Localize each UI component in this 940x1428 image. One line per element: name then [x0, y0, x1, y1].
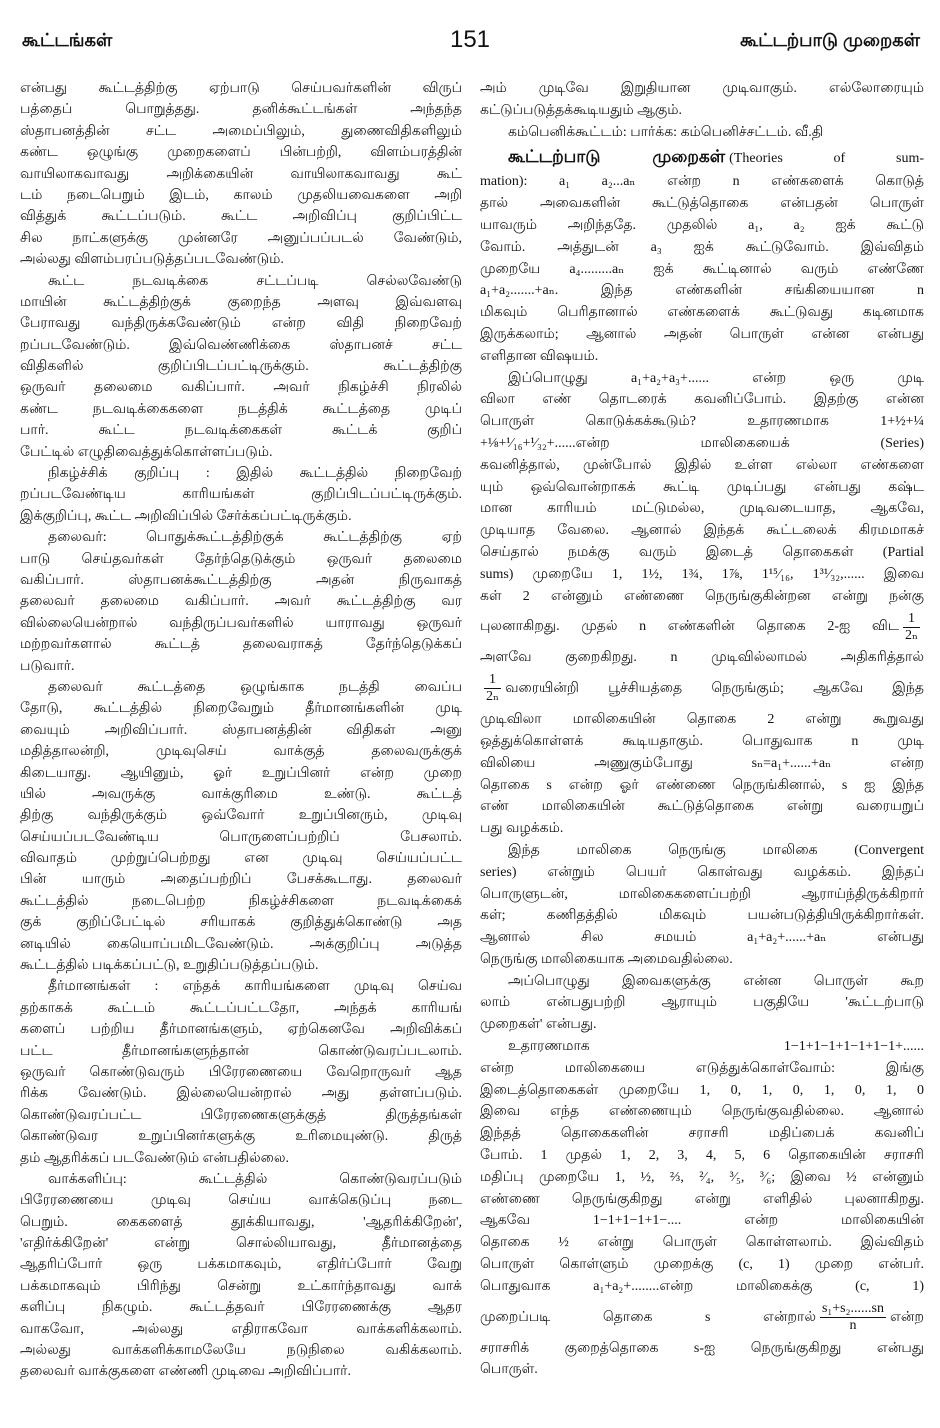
- paragraph: [480, 78, 924, 122]
- text-line-row: [20, 720, 462, 741]
- text-line-row: [480, 862, 924, 884]
- fraction-denominator: 2ₙ: [486, 689, 500, 705]
- paragraph: [20, 271, 462, 464]
- text-line-row: [480, 1101, 924, 1123]
- text-line: [480, 1298, 924, 1338]
- text-line: பட்ட தீர்மானங்களுந்தான் கொண்டுவரப்படலாம்.: [20, 1043, 462, 1059]
- text-line: முறைகள்' என்பது.: [480, 1017, 597, 1033]
- text-line-row: [480, 520, 924, 542]
- text-line-row: [480, 1338, 924, 1360]
- text-line: கள் 2 என்னும் எண்ணை நெருங்குகின்றன என்று நன்கு: [480, 588, 924, 604]
- text-line-row: [20, 934, 462, 955]
- paragraph: [480, 971, 924, 1036]
- text-line-row: [480, 818, 924, 840]
- text-line: பது வழக்கம்.: [480, 821, 564, 837]
- text-line-row: [480, 949, 924, 971]
- text-line-row: [480, 1167, 924, 1189]
- text-line: sums) முறையே 1, 1½, 1¾, 1⅞, 1¹⁵⁄₁₆, 1³¹⁄₃₂,...... இவை: [480, 566, 924, 582]
- text-line-row: [480, 215, 924, 237]
- text-line: பேட்டில் எழுதிவைத்துக்கொள்ளப்படும்.: [20, 444, 273, 460]
- text-line: இக்குறிப்பு, கூட்ட அறிவிப்பில் சேர்க்கப்பட்டிருக்கும்.: [20, 508, 352, 524]
- text-line: தீர்மானங்கள் : எந்தக் காரியங்களை முடிவு செய்வ: [48, 979, 462, 995]
- text-line: திற்கு வந்திருக்கும் ஒவ்வோர் உறுப்பினரும், முடிவு: [20, 808, 462, 824]
- text-line-row: [20, 677, 462, 698]
- text-line: ஆதரிப்போர் ஒரு பக்கமாகவும், எதிர்ப்போர் வேறு: [20, 1257, 462, 1273]
- text-line: பிரேரணையை முடிவு செய்ய வாக்கெடுப்பு நடை: [20, 1193, 462, 1209]
- text-line-row: [480, 542, 924, 564]
- text-line-row: [20, 1340, 462, 1361]
- paragraph: [20, 78, 462, 271]
- text-line-row: [20, 442, 462, 463]
- text-line-row: [20, 570, 462, 591]
- left-column: [20, 78, 462, 1383]
- text-line-row: [20, 827, 462, 848]
- text-line: தலைவர் தலைமை வகிப்பார். அவர் கூட்டத்திற்கு வர: [20, 594, 462, 610]
- text-line: series) என்றும் பெயர் கொள்வது வழக்கம். இந்தப்: [480, 864, 924, 880]
- text-line: இடைத்தொகைகள் முறையே 1, 0, 1, 0, 1, 0, 1, 0: [480, 1082, 924, 1098]
- text-line-row: [20, 463, 462, 484]
- text-line: உதாரணமாக 1−1+1−1+1−1+1−1+......: [508, 1039, 924, 1055]
- text-line: ஒருவர் தலைமை வகிப்பார். அவர் நிகழ்ச்சி நிரலில்: [20, 380, 462, 396]
- text-line-row: [480, 122, 924, 144]
- text-line-row: [20, 356, 462, 377]
- paragraph: [480, 840, 924, 971]
- text-line: இந்த மாலிகை நெருங்கு மாலிகை (Convergent: [508, 842, 924, 858]
- text-line: கவனித்தால், முன்போல் இதில் உள்ள எல்லா எண்களை: [480, 457, 924, 473]
- text-line-row: [20, 249, 462, 270]
- text-line-row: [20, 1212, 462, 1233]
- text-line: போம். 1 முதல் 1, 2, 3, 4, 5, 6 தொகையின் சராசரி: [480, 1148, 924, 1164]
- text-line: கண்ட நடவடிக்கைகளை நடத்திக் கூட்டத்தை முடிப்: [20, 401, 462, 417]
- text-line: அளவே குறைகிறது. n முடிவில்லாமல் அதிகரித்தால்: [480, 650, 924, 666]
- text-line: 'எதிர்க்கிறேன்' என்று சொல்லியாவது, தீர்மானத்தை: [20, 1236, 462, 1252]
- text-line-row: [480, 1276, 924, 1298]
- text-line-row: [20, 313, 462, 334]
- text-line: தலைவர் வாக்குகளை எண்ணி முடிவை அறிவிப்பார்.: [20, 1364, 351, 1380]
- text-line: விலா எண் தொடரைக் கவனிப்போம். இதற்கு என்ன: [480, 392, 924, 408]
- text-line: எண்ணை நெருங்குகிறது என்று எளிதில் புலனாகிறது.: [480, 1191, 924, 1207]
- text-line-row: [20, 1062, 462, 1083]
- text-line: இந்தத் தொகைகளின் சராசரி மதிப்பைக் கவனிப்: [480, 1126, 924, 1142]
- text-line-row: [480, 346, 924, 368]
- text-line-row: [20, 698, 462, 719]
- text-line-row: [20, 1276, 462, 1297]
- text-line-row: [20, 549, 462, 570]
- text-line: பொருள் கொள்ளும் முறைக்கு (c, 1) முறை என்பர்.: [480, 1257, 924, 1273]
- text-line: +⅛+¹⁄₁₆+¹⁄₃₂+......என்ற மாலிகையைக் (Series): [480, 435, 924, 451]
- text-line: [508, 143, 924, 171]
- text-line: அப்பொழுது இவைகளுக்கு என்ன பொருள் கூற: [508, 973, 924, 989]
- text-line: நெருங்கு மாலிகையாக அமைவதில்லை.: [480, 951, 733, 967]
- fraction-numerator: s₁+s₂......sn: [821, 1300, 884, 1316]
- text-line-row: [20, 891, 462, 912]
- text-line: தால் அவைகளின் கூட்டுத்தொகை என்பதன் பொருள்: [480, 196, 924, 212]
- text-line: கள்; கணிதத்தில் மிகவும் பயன்படுத்தியிருக்கிறார்கள்.: [480, 908, 924, 924]
- text-line: னடியில் கையொப்பமிடவேண்டும். அக்குறிப்பு அடுத்த: [20, 936, 462, 952]
- text-line-row: [480, 100, 924, 122]
- text-line-row: [480, 840, 924, 862]
- fraction-numerator: 1: [903, 611, 920, 628]
- fraction-denominator: 2ₙ: [904, 627, 918, 643]
- text-line: கூட்டத்தில் படிக்கப்பட்டு, உறுதிப்படுத்தப்படும்.: [20, 958, 319, 974]
- text-line: விவாதம் முற்றுப்பெற்றது என முடிவு செய்யப்பட்ட: [20, 851, 462, 867]
- text-line: நிகழ்ச்சிக் குறிப்பு : இதில் கூட்டத்தில் நிறைவேற்: [48, 466, 462, 482]
- text-line: வாயிலாகவாவது அறிக்கையின் வாயிலாகவாவது கூட்: [20, 166, 462, 182]
- text-line-row: [20, 1297, 462, 1318]
- text-line-row: [20, 164, 462, 185]
- text-line-row: [480, 78, 924, 100]
- text-line: பொருள் கொடுக்கக்கூடும்? உதாரணமாக 1+½+¼: [480, 414, 924, 430]
- text-line-row: [20, 142, 462, 163]
- text-line: கொண்டுவர உறுப்பினர்களுக்கு உரிமையுண்டு. திருத்: [20, 1129, 462, 1145]
- text-line: தலைவர் கூட்டத்தை ஒழுங்காக நடத்தி வைப்ப: [48, 679, 462, 695]
- paragraph: [20, 463, 462, 527]
- fraction: [820, 1301, 886, 1334]
- text-line: ரிக்க வேண்டும். இல்லையென்றால் அது தள்ளப்படும்.: [20, 1086, 462, 1102]
- text-line: கூட்ட நடவடிக்கை சட்டப்படி செல்லவேண்டு: [48, 273, 462, 289]
- text-line: தம் ஆதரிக்கப் படவேண்டும் என்பதில்லை.: [20, 1150, 289, 1166]
- text-line: mation): a₁ a₂...aₙ என்ற n எண்களைக் கொடுத்: [480, 174, 924, 190]
- text-line-row: [20, 228, 462, 249]
- fraction: [484, 672, 501, 705]
- text-line-row: [480, 259, 924, 281]
- text-line: சில நாட்களுக்கு முன்னரே அனுப்பப்படல் வேண்டும்,: [20, 230, 462, 246]
- running-head-right: கூட்டற்பாடு முறைகள்: [740, 30, 920, 50]
- text-line: களிப்பு நிகழும். கூட்டத்தவர் பிரேரணைக்கு ஆதர: [20, 1300, 462, 1316]
- text-line-row: [20, 591, 462, 612]
- text-line: பொருளுடன், மாலிகைகளைப்பற்றி ஆராய்ந்திருக்கிறார்: [480, 886, 924, 902]
- text-line-row: [20, 634, 462, 655]
- text-line: மதித்தாலன்றி, முடிவுசெய் வாக்குத் தலைவருக்குக்: [20, 744, 462, 760]
- paragraph: [480, 1036, 924, 1381]
- text-line-row: [480, 143, 924, 171]
- text-line: பொருள்.: [480, 1362, 538, 1378]
- text-line: முடிவிலா மாலிகையின் தொகை 2 என்று கூறுவது: [480, 712, 924, 728]
- text-line: ஸ்தாபனத்தின் சட்ட அமைப்பிலும், துணைவிதிகளிலும்: [20, 123, 462, 139]
- fraction: [903, 611, 920, 644]
- text-line: [480, 607, 924, 647]
- text-line: முடியாத வேலை. ஆனால் இந்தக் கூட்டலைக் கிரமமாகச்: [480, 523, 924, 539]
- paragraph: [480, 368, 924, 840]
- text-line: அல்லது விளம்பரப்படுத்தப்படவேண்டும்.: [20, 252, 284, 268]
- text-line-row: [20, 805, 462, 826]
- text-line: கம்பெனிக்கூட்டம்: பார்க்க: கம்பெனிச்சட்டம். வீ.தி: [508, 124, 824, 140]
- text-line-row: [20, 1169, 462, 1190]
- text-line-row: [480, 324, 924, 346]
- text-line: பாடு செய்தவர்கள் தேர்ந்தெடுக்கும் ஒருவர் தலைமை: [20, 551, 462, 567]
- fraction-denominator: n: [849, 1317, 857, 1333]
- text-line-row: [20, 399, 462, 420]
- text-line: பத்தைப் பொறுத்தது. தனிக்கூட்டங்கள் அந்தந்த: [20, 102, 462, 118]
- text-line-row: [480, 586, 924, 608]
- text-segment: (Theories of sum-: [729, 151, 924, 167]
- fraction-numerator: 1: [484, 672, 501, 689]
- text-line: ஒருவர் கொண்டுவரும் பிரேரணையை வேறொருவர் ஆத: [20, 1064, 462, 1080]
- text-line-row: [20, 869, 462, 890]
- text-line-row: [480, 1123, 924, 1145]
- text-line: முறையே a₄.........aₙ ஐக் கூட்டினால் வரும் எண்ணே: [480, 261, 924, 277]
- text-line-row: [480, 1145, 924, 1167]
- text-line-row: [480, 884, 924, 906]
- text-line-row: [20, 976, 462, 997]
- text-line: [480, 669, 924, 709]
- text-line-row: [480, 498, 924, 520]
- text-line: கிடையாது. ஆயினும், ஓர் உறுப்பினர் என்ற முறை: [20, 765, 462, 781]
- text-line: எளிதான விஷயம்.: [480, 348, 599, 364]
- text-line: தொகை s என்ற ஓர் எண்ணை நெருங்கினால், s ஐ இந்த: [480, 777, 924, 793]
- text-line-row: [480, 775, 924, 797]
- text-line-row: [480, 193, 924, 215]
- text-line-row: [20, 1148, 462, 1169]
- text-line: யும் ஒவ்வொன்றாகக் கூட்டி முடிப்பது என்பது கஷ்ட: [480, 479, 924, 495]
- text-segment: வரையின்றி பூச்சியத்தை நெருங்கும்; ஆகவே இந்த: [505, 681, 924, 697]
- text-segment: முறைப்படி தொகை s என்றால்: [480, 1309, 816, 1325]
- text-line-row: [480, 1189, 924, 1211]
- text-line: மதிப்பு முறையே 1, ½, ⅔, ²⁄₄, ³⁄₅, ³⁄₆; இவை ½ என்னும்: [480, 1169, 924, 1185]
- text-line-row: [20, 1083, 462, 1104]
- paragraph: [480, 143, 924, 367]
- text-line-row: [20, 1233, 462, 1254]
- text-line-row: [20, 377, 462, 398]
- text-line: a₁+a₂.......+aₙ. இந்த எண்களின் சங்கியையான n: [480, 283, 924, 299]
- text-line-row: [480, 411, 924, 433]
- text-line: அல்லது வாக்களிக்காமலேயே நடுநிலை வகிக்கலாம்.: [20, 1343, 462, 1359]
- text-segment: என்ற: [889, 1309, 924, 1325]
- text-line-row: [20, 1105, 462, 1126]
- text-line-row: [480, 1058, 924, 1080]
- text-line: றப்படவேண்டிய காரியங்கள் குறிப்பிடப்பட்டிருக்கும்.: [20, 487, 462, 503]
- text-line: வில்லையென்றால் வந்திருப்பவர்களில் யாராவது ஒருவர்: [20, 615, 462, 631]
- right-column: [480, 78, 924, 1381]
- text-line-row: [20, 271, 462, 292]
- text-line-row: [480, 171, 924, 193]
- text-line: தலைவர்: பொதுக்கூட்டத்திற்குக் கூட்டத்திற்கு ஏற்: [48, 530, 462, 546]
- text-line-row: [480, 433, 924, 455]
- text-line-row: [480, 389, 924, 411]
- text-line-row: [20, 1019, 462, 1040]
- text-line-row: [480, 1254, 924, 1276]
- text-line: இப்பொழுது a₁+a₂+a₃+...... என்ற ஒரு முடி: [508, 370, 924, 386]
- text-line-row: [480, 709, 924, 731]
- text-line: கட்டுப்படுத்தக்கூடியதும் ஆகும்.: [480, 102, 683, 118]
- text-line-row: [480, 669, 924, 709]
- text-line: லாம் என்பதுபற்றி ஆராயும் பகுதியே 'கூட்டற்பாடு: [480, 995, 924, 1011]
- text-line-row: [20, 912, 462, 933]
- text-line-row: [20, 848, 462, 869]
- text-line: கண்ட ஒழுங்கு முறைகளைப் பின்பற்றி, விளம்பரத்தின்: [20, 145, 462, 161]
- text-line-row: [480, 237, 924, 259]
- text-line: மிகவும் பெரிதானால் எண்களைக் கூட்டுவது கடினமாக: [480, 305, 924, 321]
- text-line: பெறும். கைகளைத் தூக்கியாவது, 'ஆதரிக்கிறேன்',: [20, 1214, 462, 1230]
- text-line-row: [20, 121, 462, 142]
- text-line-row: [480, 1232, 924, 1254]
- text-line-row: [20, 998, 462, 1019]
- text-line: பொதுவாக a₁+a₂+........என்ற மாலிகைக்கு (c, 1): [480, 1278, 924, 1294]
- text-line-row: [480, 927, 924, 949]
- text-line-row: [20, 99, 462, 120]
- text-line-row: [20, 741, 462, 762]
- text-line: குக் குறிப்பேட்டில் சரியாகக் குறித்துக்கொண்டு அத: [20, 915, 462, 931]
- text-line-row: [480, 753, 924, 775]
- text-line-row: [20, 484, 462, 505]
- text-line-row: [20, 1254, 462, 1275]
- text-line: மாயின் கூட்டத்திற்குக் குறைந்த அளவு இவ்வளவு: [20, 294, 462, 310]
- text-line-row: [480, 477, 924, 499]
- text-line: விலியை அணுகும்போது sₙ=a₁+......+aₙ என்ற: [480, 755, 924, 771]
- text-line-row: [480, 647, 924, 669]
- text-line-row: [20, 1190, 462, 1211]
- text-line-row: [20, 78, 462, 99]
- text-line-row: [480, 992, 924, 1014]
- text-line-row: [20, 1361, 462, 1382]
- text-line-row: [480, 905, 924, 927]
- text-line-row: [20, 185, 462, 206]
- page-number: 151: [449, 26, 491, 53]
- paragraph: [20, 677, 462, 976]
- text-line: ஆனால் சில சமயம் a₁+a₂+......+aₙ என்பது: [480, 930, 924, 946]
- text-line: இவை எந்த எண்ணையும் நெருங்குவதில்லை. ஆனால்: [480, 1104, 924, 1120]
- text-line: பார். கூட்ட நடவடிக்கைகள் கூட்டக் குறிப்: [20, 423, 462, 439]
- text-line: வகிப்பார். ஸ்தாபனக்கூட்டத்திற்கு அதன் நிருவாகத்: [20, 572, 462, 588]
- text-line: இருக்கலாம்; ஆனால் அதன் பொருள் என்ன என்பது: [480, 326, 924, 342]
- text-line-row: [20, 1041, 462, 1062]
- text-line-row: [20, 420, 462, 441]
- text-line: பின் யாரும் அதைப்பற்றிப் பேசக்கூடாது. தலைவர்: [20, 872, 462, 888]
- text-line: வாகவோ, அல்லது எதிராகவோ வாக்களிக்கலாம்.: [20, 1321, 462, 1337]
- text-line: வையும் அறிவிப்பார். ஸ்தாபனத்தின் விதிகள் அனு: [20, 722, 462, 738]
- text-line-row: [20, 335, 462, 356]
- text-line: மற்றவர்களால் கூட்டத் தலைவராகத் தேர்ந்தெடுக்கப்: [20, 637, 462, 653]
- text-line-row: [480, 280, 924, 302]
- text-line: விதிகளில் குறிப்பிடப்பட்டிருக்கும். கூட்டத்திற்கு: [20, 359, 462, 375]
- text-line-row: [20, 206, 462, 227]
- text-line: செய்யப்படவேண்டிய பொருளைப்பற்றிப் பேசலாம்.: [20, 829, 462, 845]
- text-line-row: [480, 1014, 924, 1036]
- text-line: ஆகவே 1−1+1−1+1−.... என்ற மாலிகையின்: [480, 1213, 924, 1229]
- text-line: வோம். அத்துடன் a₃ ஐக் கூட்டுவோம். இவ்விதம்: [480, 239, 924, 255]
- text-line-row: [480, 971, 924, 993]
- text-line: தற்காகக் கூட்டம் கூட்டப்பட்டதோ, அந்தக் காரியங்: [20, 1000, 462, 1016]
- text-line: களைப் பற்றிய தீர்மானங்களும், ஏற்கெனவே அறிவிக்கப்: [20, 1022, 462, 1038]
- text-line-row: [20, 763, 462, 784]
- text-line: பக்கமாகவும் பிரிந்து சென்று உட்கார்ந்தாவது வாக்: [20, 1278, 462, 1294]
- text-line: படுவார்.: [20, 658, 75, 674]
- text-line-row: [20, 784, 462, 805]
- entry-heading: கூட்டற்பாடு முறைகள்: [508, 147, 726, 167]
- text-line-row: [480, 1210, 924, 1232]
- text-line: டம் நடைபெறும் இடம், காலம் முதலியவைகளை அறி: [20, 187, 462, 203]
- text-line-row: [480, 607, 924, 647]
- paragraph: [20, 1169, 462, 1383]
- text-line: அம் முடிவே இறுதியான முடிவாகும். எல்லோரையும்: [480, 81, 924, 96]
- text-line: மான காரியம் மட்டுமல்ல, முடிவடையாத, ஆகவே,: [480, 501, 924, 517]
- text-line: ஒத்துக்கொள்ளக் கூடியதாகும். பொதுவாக n முடி: [480, 733, 924, 749]
- text-segment: புலனாகிறது. முதல் n எண்களின் தொகை 2-ஐ விட: [480, 619, 899, 635]
- text-line-row: [20, 292, 462, 313]
- text-line-row: [480, 1298, 924, 1338]
- text-line: எண் மாலிகையின் கூட்டுத்தொகை என்று வரையறுப்: [480, 799, 924, 815]
- text-line-row: [480, 368, 924, 390]
- text-line-row: [480, 455, 924, 477]
- paragraph: [20, 976, 462, 1169]
- text-line-row: [480, 1036, 924, 1058]
- text-line: பேராவது வந்திருக்கவேண்டும் என்ற விதி நிறைவேற்: [20, 316, 462, 332]
- text-line-row: [480, 731, 924, 753]
- text-line: வாக்களிப்பு: கூட்டத்தில் கொண்டுவரப்படும்: [48, 1171, 462, 1187]
- text-line: தோடு, கூட்டத்தில் நிறைவேறும் தீர்மானங்களின் முடி: [20, 701, 462, 717]
- text-line-row: [20, 656, 462, 677]
- text-line: சராசரிக் குறைத்தொகை s-ஐ நெருங்குகிறது என்பது: [480, 1340, 924, 1356]
- text-line: யாவரும் அறிந்ததே. முதலில் a₁, a₂ ஐக் கூட்டு: [480, 217, 924, 233]
- text-line: கொண்டுவரப்பட்ட பிரேரணைகளுக்குத் திருத்தங்கள்: [20, 1107, 462, 1123]
- text-line: வித்துக் கூட்டப்படும். கூட்ட அறிவிப்பு குறிப்பிட்ட: [20, 209, 462, 225]
- text-line: செய்தால் நமக்கு வரும் இடைத் தொகைகள் (Partial: [480, 544, 924, 560]
- paragraph: [20, 527, 462, 677]
- text-line-row: [20, 506, 462, 527]
- text-line-row: [480, 796, 924, 818]
- running-head-left: கூட்டங்கள்: [22, 30, 113, 50]
- text-line-row: [480, 1080, 924, 1102]
- paragraph: [480, 122, 924, 144]
- text-line: என்பது கூட்டத்திற்கு ஏற்பாடு செய்பவர்களின் விருப்: [20, 81, 462, 96]
- text-line-row: [480, 564, 924, 586]
- text-line: என்ற மாலிகையை எடுத்துக்கொள்வோம்: இங்கு: [480, 1060, 924, 1076]
- text-line: றப்படவேண்டும். இவ்வெண்ணிக்கை ஸ்தாபனச் சட்ட: [20, 337, 462, 353]
- text-line-row: [480, 1359, 924, 1381]
- text-line-row: [20, 527, 462, 548]
- text-line: யில் அவருக்கு வாக்குரிமை உண்டு. கூட்டத்: [20, 786, 462, 802]
- text-line-row: [20, 1319, 462, 1340]
- text-line-row: [480, 302, 924, 324]
- text-line-row: [20, 1126, 462, 1147]
- text-line: கூட்டத்தில் நடைபெற்ற நிகழ்ச்சிகளை நடவடிக்கைக்: [20, 893, 462, 909]
- text-line: தொகை ½ என்று பொருள் கொள்ளலாம். இவ்விதம்: [480, 1235, 924, 1251]
- text-line-row: [20, 955, 462, 976]
- text-line-row: [20, 613, 462, 634]
